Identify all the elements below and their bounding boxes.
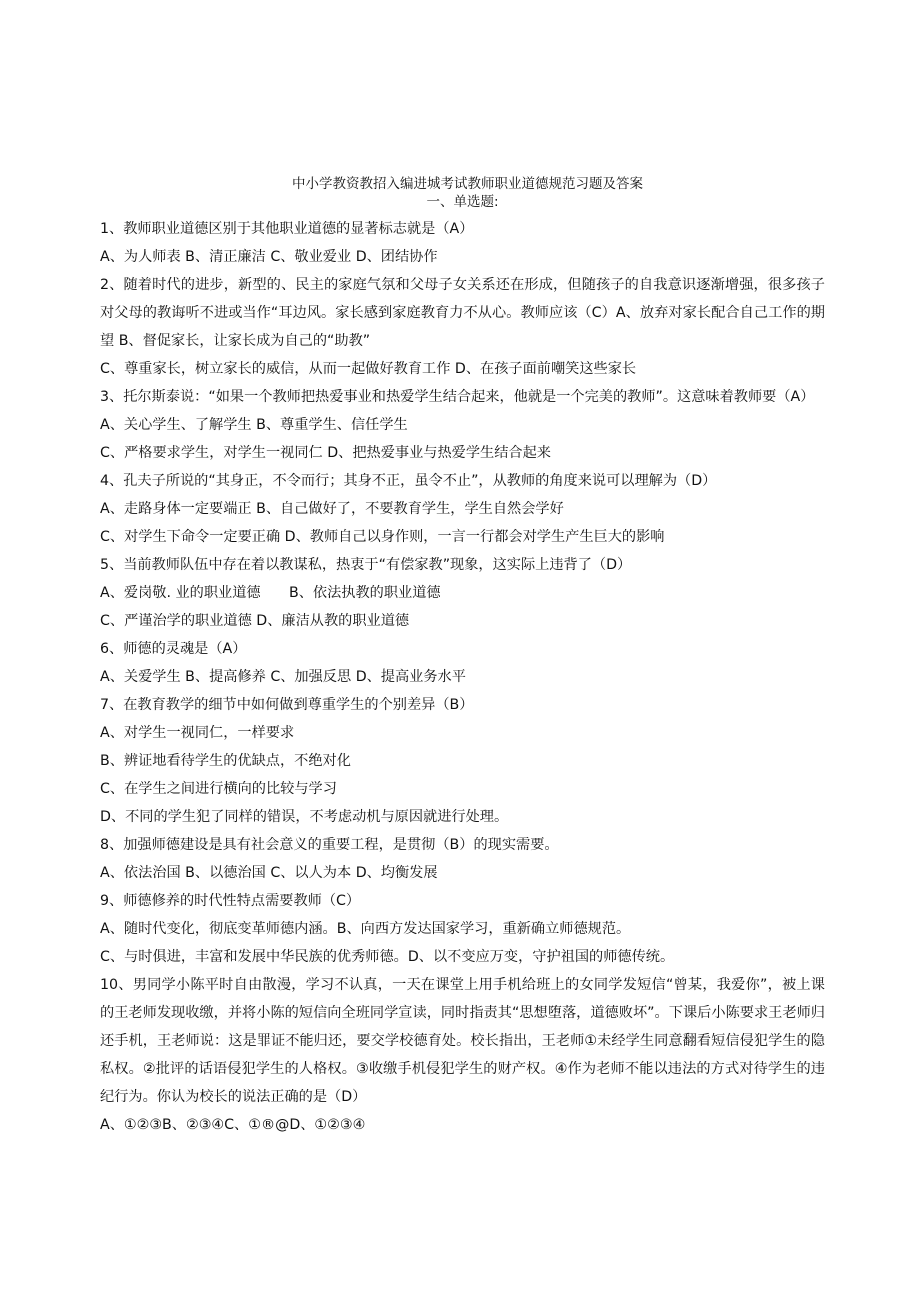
question-5-options-ab: A、爱岗敬. 业的职业道德 B、依法执教的职业道德 (100, 585, 441, 601)
question-6-options: A、关爱学生 B、提高修养 C、加强反思 D、提高业务水平 (100, 669, 466, 685)
question-7-option-b: B、辨证地看待学生的优缺点，不绝对化 (100, 753, 351, 769)
document-page (100, 175, 825, 1139)
question-10: 10、男同学小陈平时自由散漫，学习不认真，一天在课堂上用手机给班上的女同学发短信“曾某，我爱你”，被上课的王老师发现收缴，并将小陈的短信向全班同学宣读，同时指责其“思想堕落，道德败坏”。下课后小陈要求王老师归还手机，王老师说：这是罪证不能归还，要交学校德育处。校长指出，王老师①未经学生同意翻看短信侵犯学生的隐私权。②批评的话语侵犯学生的人格权。③收缴手机侵犯学生的财产权。④作为老师不能以违法的方式对待学生的违纪行为。你认为校长的说法正确的是（D） (100, 977, 825, 1105)
section-heading: 一、单选题: (426, 194, 499, 210)
question-1: 1、教师职业道德区别于其他职业道德的显著标志就是（A） (100, 221, 474, 237)
question-7-option-d: D、不同的学生犯了同样的错误，不考虑动机与原因就进行处理。 (100, 809, 509, 825)
question-7: 7、在教育教学的细节中如何做到尊重学生的个别差异（B） (100, 697, 474, 713)
question-6: 6、师德的灵魂是（A） (100, 641, 247, 657)
question-4: 4、孔夫子所说的“其身正，不令而行；其身不正，虽令不止”，从教师的角度来说可以理解为（D） (100, 473, 717, 489)
question-2-options: C、尊重家长，树立家长的威信，从而一起做好教育工作 D、在孩子面前嘲笑这些家长 (100, 361, 637, 377)
question-1-options: A、为人师表 B、清正廉洁 C、敬业爱业 D、团结协作 (100, 249, 438, 265)
question-5: 5、当前教师队伍中存在着以教谋私，热衷于“有偿家教”现象，这实际上违背了（D） (100, 557, 632, 573)
question-7-option-c: C、在学生之间进行横向的比较与学习 (100, 781, 337, 797)
question-9: 9、师德修养的时代性特点需要教师（C） (100, 893, 361, 909)
question-5-options-cd: C、严谨治学的职业道德 D、廉洁从教的职业道德 (100, 613, 410, 629)
question-3: 3、托尔斯泰说：“如果一个教师把热爱事业和热爱学生结合起来，他就是一个完美的教师”。这意味着教师要（A） (100, 389, 815, 405)
question-8-options: A、依法治国 B、以德治国 C、以人为本 D、均衡发展 (100, 865, 438, 881)
question-3-options-ab: A、关心学生、了解学生 B、尊重学生、信任学生 (100, 417, 408, 433)
question-2: 2、随着时代的进步，新型的、民主的家庭气氛和父母子女关系还在形成，但随孩子的自我意识逐渐增强，很多孩子对父母的教诲听不进或当作“耳边风。家长感到家庭教育力不从心。教师应该（C）A、放弃对家长配合自己工作的期望 B、督促家长，让家长成为自己的“助教” (100, 277, 825, 349)
question-4-options-cd: C、对学生下命令一定要正确 D、教师自己以身作则，一言一行都会对学生产生巨大的影响 (100, 529, 665, 545)
question-3-options-cd: C、严格要求学生，对学生一视同仁 D、把热爱事业与热爱学生结合起来 (100, 445, 551, 461)
question-7-option-a: A、对学生一视同仁，一样要求 (100, 725, 295, 741)
question-8: 8、加强师德建设是具有社会意义的重要工程，是贯彻（B）的现实需要。 (100, 837, 559, 853)
question-9-options-cd: C、与时俱进，丰富和发展中华民族的优秀师德。D、以不变应万变，守护祖国的师德传统。 (100, 949, 675, 965)
question-10-options: A、①②③B、②③④C、①®@D、①②③④ (100, 1117, 366, 1133)
document-title: 中小学教资教招入编进城考试教师职业道德规范习题及答案 (292, 176, 643, 192)
question-4-options-ab: A、走路身体一定要端正 B、自己做好了，不要教育学生，学生自然会学好 (100, 501, 564, 517)
question-9-options-ab: A、随时代变化，彻底变革师德内涵。B、向西方发达国家学习，重新确立师德规范。 (100, 921, 631, 937)
